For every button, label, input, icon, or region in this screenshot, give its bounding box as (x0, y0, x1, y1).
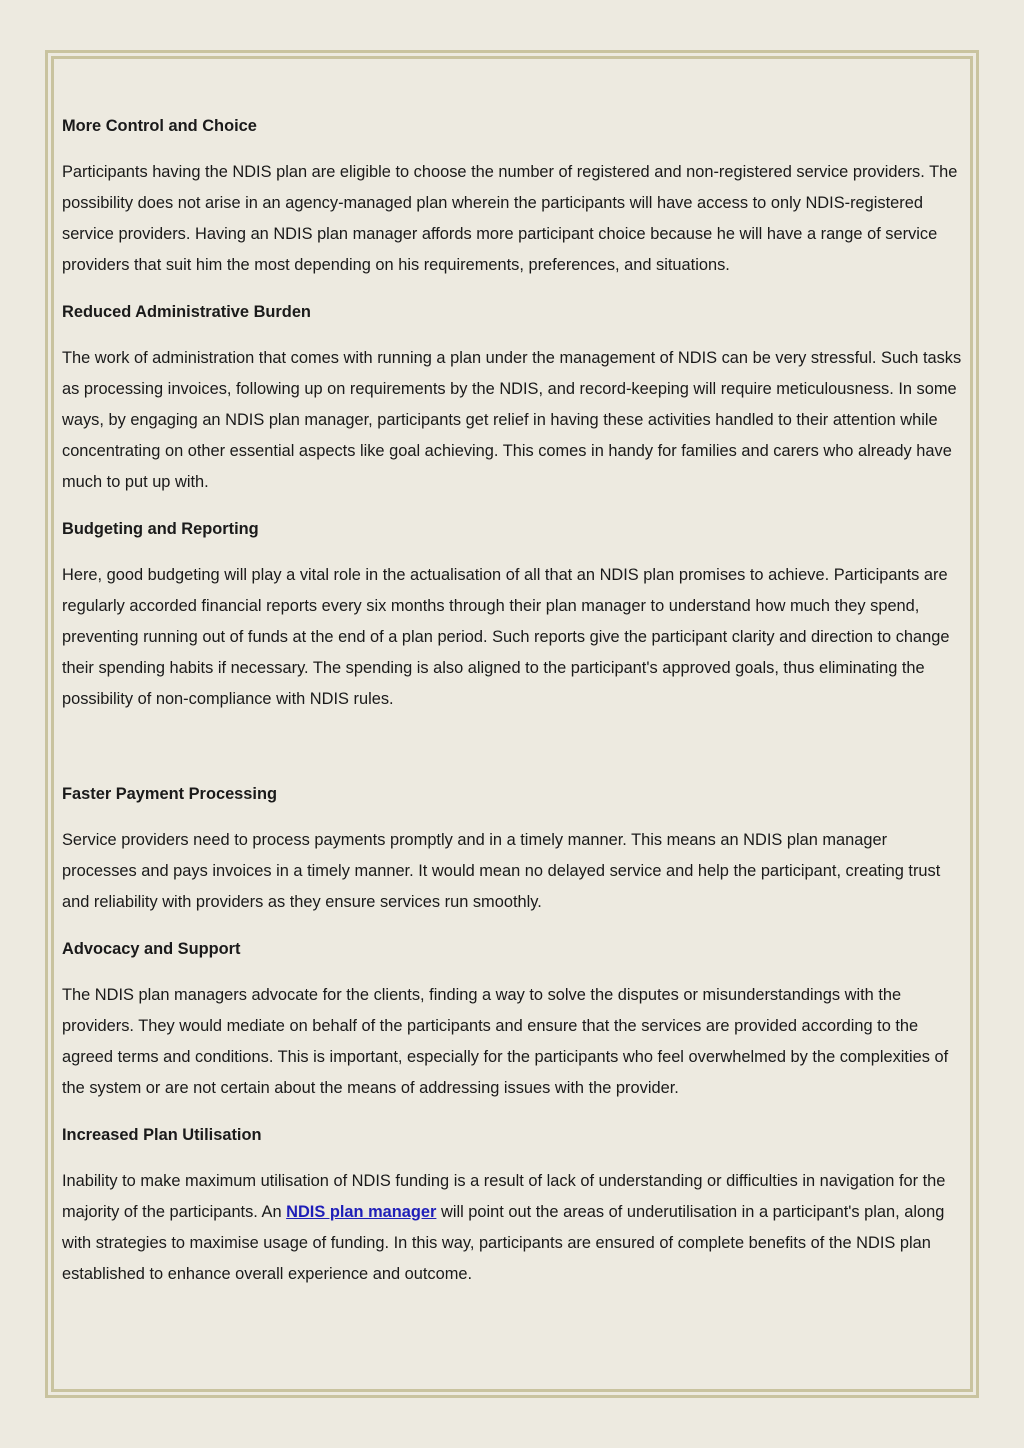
section-heading: More Control and Choice (62, 117, 257, 135)
section-paragraph: Here, good budgeting will play a vital role in the actualisation of all that an NDIS plan promises to achieve. Participants are regularly accorded financial reports every six months through their plan manager to understand how much they spend, preventing running out of funds at the end of a plan period. Such reports give the participant clarity and direction to change their spending habits if necessary. The spending is also aligned to the participant's approved goals, thus eliminating the possibility of non-compliance with NDIS rules. (62, 566, 950, 708)
ndis-plan-manager-link[interactable]: NDIS plan manager (286, 1203, 437, 1221)
section-paragraph (62, 1166, 966, 1290)
document-content (62, 112, 966, 1307)
section-paragraph: The NDIS plan managers advocate for the clients, finding a way to solve the disputes or misunderstandings with the providers. They would mediate on behalf of the participants and ensure that the services are provided according to the agreed terms and conditions. This is important, especially for the participants who feel overwhelmed by the complexities of the system or are not certain about the means of addressing issues with the provider. (62, 986, 949, 1097)
section-heading: Increased Plan Utilisation (62, 1126, 262, 1144)
section-reduced-admin (62, 298, 966, 498)
section-paragraph: The work of administration that comes with running a plan under the management of NDIS can be very stressful. Such tasks as processing invoices, following up on requirements by the NDIS, and record-keeping will require meticulousness. In some ways, by engaging an NDIS plan manager, participants get relief in having these activities handled to their attention while concentrating on other essential aspects like goal achieving. This comes in handy for families and carers who already have much to put up with. (62, 349, 962, 491)
section-heading: Faster Payment Processing (62, 785, 277, 803)
paragraph-text-before-link: Inability to make maximum utilisation of NDIS funding is a result of lack of understanding or difficulties in navigation for the majority of the participants. An (62, 1172, 946, 1221)
paragraph-text-after-link: will point out the areas of underutilisation in a participant's plan, along with strategies to maximise usage of funding. In this way, participants are ensured of complete benefits of the NDIS plan established to enhance overall experience and outcome. (62, 1203, 945, 1283)
section-heading: Advocacy and Support (62, 940, 241, 958)
section-paragraph: Participants having the NDIS plan are eligible to choose the number of registered and non-registered service providers. The possibility does not arise in an agency-managed plan wherein the participants will have access to only NDIS-registered service providers. Having an NDIS plan manager affords more participant choice because he will have a range of service providers that suit him the most depending on his requirements, preferences, and situations. (62, 163, 958, 274)
section-paragraph: Service providers need to process payments promptly and in a timely manner. This means an NDIS plan manager processes and pays invoices in a timely manner. It would mean no delayed service and help the participant, creating trust and reliability with providers as they ensure services run smoothly. (62, 831, 941, 911)
section-budgeting (62, 515, 966, 715)
section-advocacy (62, 935, 966, 1104)
section-heading: Budgeting and Reporting (62, 520, 259, 538)
section-heading: Reduced Administrative Burden (62, 303, 311, 321)
section-faster-payment (62, 780, 966, 918)
section-increased-utilisation (62, 1121, 966, 1290)
section-more-control (62, 112, 966, 281)
blank-spacer (62, 732, 966, 780)
